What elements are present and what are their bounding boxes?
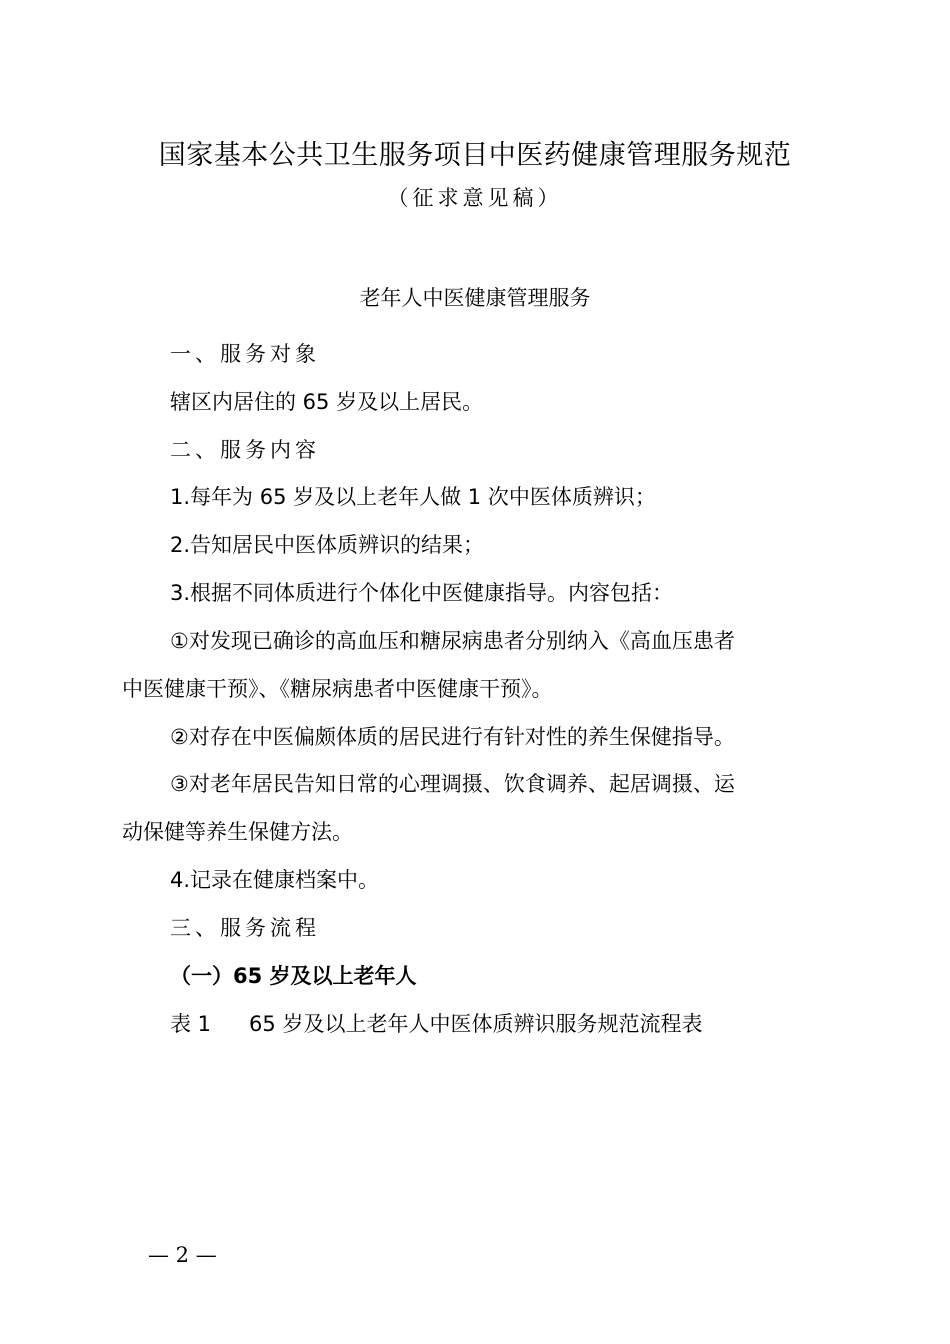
heading-service-process: 三、服务流程 [170,916,320,940]
heading-service-target: 一、服务对象 [170,342,320,366]
table-caption-text: 65 岁及以上老年人中医体质辨识服务规范流程表 [249,1012,703,1036]
document-title: 国家基本公共卫生服务项目中医药健康管理服务规范 [158,140,792,171]
service-target-text: 辖区内居住的 65 岁及以上居民。 [170,390,484,414]
section-title: 老年人中医健康管理服务 [359,286,591,310]
content-item-4: 4.记录在健康档案中。 [170,868,380,892]
content-item-2: 2.告知居民中医体质辨识的结果； [170,533,485,557]
sub-item-2: ②对存在中医偏颇体质的居民进行有针对性的养生保健指导。 [170,725,735,749]
heading-service-content: 二、服务内容 [170,438,320,462]
table-caption-label: 表 1 [170,1012,212,1036]
table-caption [170,1008,702,1040]
content-item-1: 1.每年为 65 岁及以上老年人做 1 次中医体质辨识； [170,485,656,509]
content-item-3: 3.根据不同体质进行个体化中医健康指导。内容包括： [170,581,674,605]
subheading-elderly: （一）65 岁及以上老年人 [170,964,417,988]
document-subtitle: （征求意见稿） [387,186,563,210]
sub-item-3-line1: ③对老年居民告知日常的心理调摄、饮食调养、起居调摄、运 [170,772,735,796]
page-number: — 2 — [148,1243,217,1267]
sub-item-3-line2: 动保健等养生保健方法。 [122,820,353,844]
sub-item-1-line2: 中医健康干预》、《糖尿病患者中医健康干预》。 [122,677,553,701]
sub-item-1-line1: ①对发现已确诊的高血压和糖尿病患者分别纳入《高血压患者 [170,629,735,653]
